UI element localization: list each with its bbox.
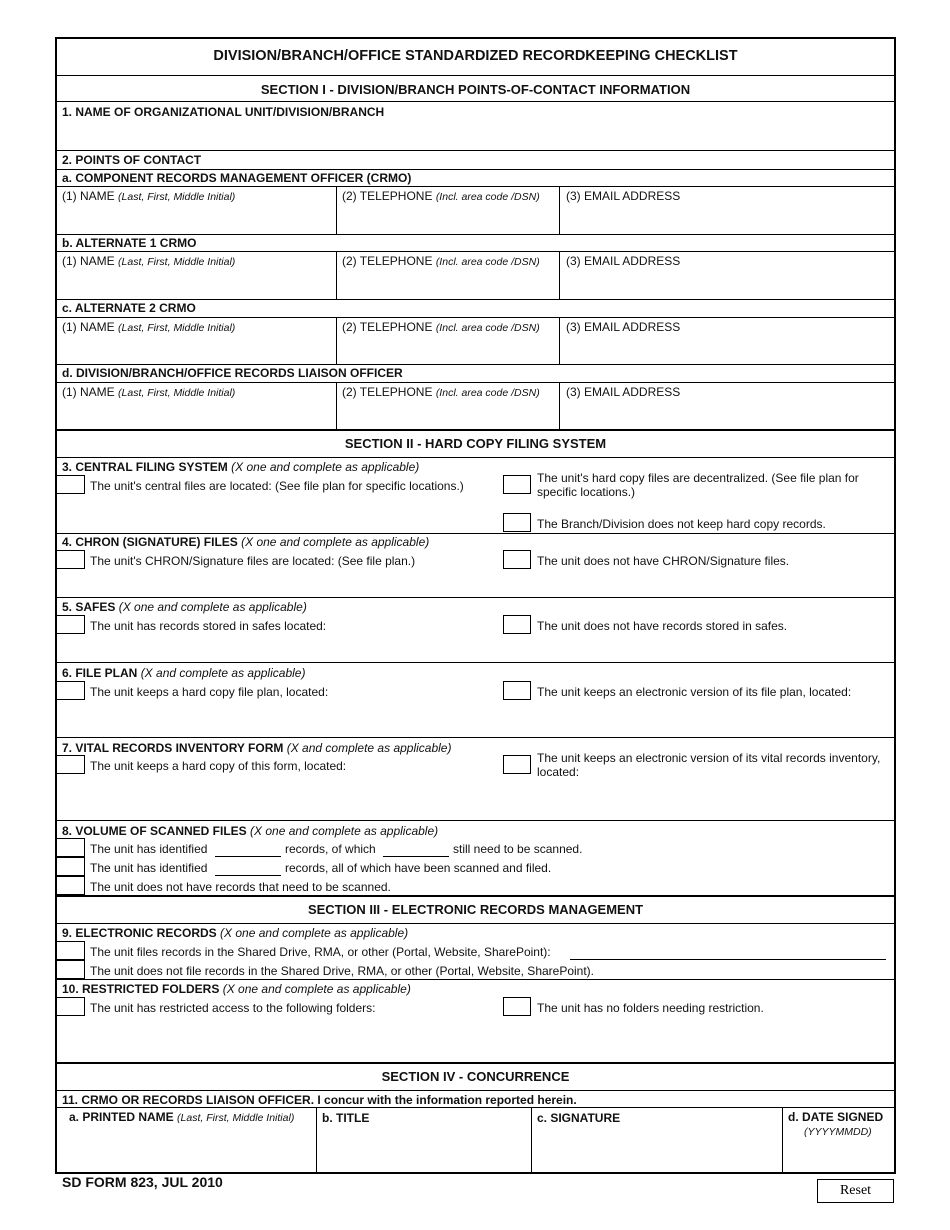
q3-central-checkbox[interactable] [57,475,85,494]
recordkeeping-checklist-form [55,37,896,1174]
printed-name-input[interactable] [62,1139,312,1169]
q3-no-hardcopy-label: The Branch/Division does not keep hard copy records. [537,517,826,531]
q6-hardcopy-plan-checkbox[interactable] [57,681,85,700]
q3-decentralized-label: The unit's hard copy files are decentralized. (See file plan for specific locations.) [537,471,859,499]
reset-button[interactable]: Reset [817,1179,894,1203]
q9-location-field[interactable] [570,959,886,960]
date-signed-label: d. DATE SIGNED [788,1110,884,1124]
q10-title: 10. RESTRICTED FOLDERS (X one and complete as applicable) [62,982,411,996]
alt1-name-input[interactable] [62,270,332,296]
item1-label: 1. NAME OF ORGANIZATIONAL UNIT/DIVISION/BRANCH [62,105,385,119]
q8-option1-text3: still need to be scanned. [453,842,583,856]
q10-restricted-label: The unit has restricted access to the following folders: [90,1001,376,1015]
section4-heading: SECTION IV - CONCURRENCE [381,1069,570,1084]
q7-electronic-inventory-label: The unit keeps an electronic version of its vital records inventory, located: [537,751,881,779]
title-input[interactable] [322,1139,527,1169]
contact-c-title: c. ALTERNATE 2 CRMO [62,301,196,315]
contact-a-title: a. COMPONENT RECORDS MANAGEMENT OFFICER (CRMO) [62,171,412,185]
name-label: (1) NAME (Last, First, Middle Initial) [62,385,236,399]
liaison-email-input[interactable] [566,401,891,427]
q6-hardcopy-plan-label: The unit keeps a hard copy file plan, located: [90,685,329,699]
q7-hardcopy-form-checkbox[interactable] [57,755,85,774]
alt1-phone-input[interactable] [342,270,557,296]
q3-central-label: The unit's central files are located: (See file plan for specific locations.) [90,479,464,493]
section3-heading: SECTION III - ELECTRONIC RECORDS MANAGEMENT [307,902,644,917]
q6-electronic-plan-label: The unit keeps an electronic version of its file plan, located: [537,685,852,699]
q4-chron-located-label: The unit's CHRON/Signature files are located: (See file plan.) [90,554,416,568]
q10-no-restriction-label: The unit has no folders needing restriction. [537,1001,764,1015]
q8-option3-label: The unit does not have records that need to be scanned. [90,880,391,894]
contact-b-title: b. ALTERNATE 1 CRMO [62,236,197,250]
phone-label: (2) TELEPHONE (Incl. area code /DSN) [342,189,540,203]
liaison-name-input[interactable] [62,401,332,427]
q4-chron-located-checkbox[interactable] [57,550,85,569]
q7-electronic-inventory-checkbox[interactable] [503,755,531,774]
q7-hardcopy-form-label: The unit keeps a hard copy of this form, located: [90,759,347,773]
q9-files-records-label: The unit files records in the Shared Drive, RMA, or other (Portal, Website, SharePoint): [90,945,551,959]
divider [57,150,894,151]
alt2-email-input[interactable] [566,336,891,362]
q4-title: 4. CHRON (SIGNATURE) FILES (X one and complete as applicable) [62,535,430,549]
divider [57,169,894,170]
q10-restricted-checkbox[interactable] [57,997,85,1016]
q8-option2-text2: records, all of which have been scanned and filed. [285,861,552,875]
form-title: DIVISION/BRANCH/OFFICE STANDARDIZED RECORDKEEPING CHECKLIST [213,48,738,64]
q4-no-chron-checkbox[interactable] [503,550,531,569]
q8-option3-checkbox[interactable] [57,876,85,895]
q6-electronic-plan-checkbox[interactable] [503,681,531,700]
q5-no-safes-checkbox[interactable] [503,615,531,634]
q8-option2-text1: The unit has identified [90,861,208,875]
form-identifier: SD FORM 823, JUL 2010 [62,1174,223,1190]
q8-identified-count-field[interactable] [215,856,281,857]
q5-safes-checkbox[interactable] [57,615,85,634]
signature-label: c. SIGNATURE [537,1111,621,1125]
q10-no-restriction-checkbox[interactable] [503,997,531,1016]
q3-title: 3. CENTRAL FILING SYSTEM (X one and complete as applicable) [62,460,420,474]
q8-option1-checkbox[interactable] [57,838,85,857]
title-label: b. TITLE [322,1111,370,1125]
q11-title: 11. CRMO OR RECORDS LIAISON OFFICER. I concur with the information reported herein. [62,1093,577,1107]
contact-d-title: d. DIVISION/BRANCH/OFFICE RECORDS LIAISON OFFICER [62,366,403,380]
email-label: (3) EMAIL ADDRESS [566,189,681,203]
liaison-phone-input[interactable] [342,401,557,427]
email-label: (3) EMAIL ADDRESS [566,385,681,399]
divider [57,75,894,76]
q8-title: 8. VOLUME OF SCANNED FILES (X one and complete as applicable) [62,824,439,838]
q8-option1-text2: records, of which [285,842,376,856]
q8-scanned-count-field[interactable] [215,875,281,876]
q8-option2-checkbox[interactable] [57,857,85,876]
q9-files-records-checkbox[interactable] [57,941,85,960]
q3-no-hardcopy-checkbox[interactable] [503,513,531,532]
q5-no-safes-label: The unit does not have records stored in safes. [537,619,788,633]
org-unit-name-input[interactable] [62,121,887,149]
q7-title: 7. VITAL RECORDS INVENTORY FORM (X and complete as applicable) [62,741,452,755]
date-signed-input[interactable] [788,1139,888,1169]
q4-no-chron-label: The unit does not have CHRON/Signature files. [537,554,790,568]
q5-title: 5. SAFES (X one and complete as applicable) [62,600,307,614]
email-label: (3) EMAIL ADDRESS [566,320,681,334]
printed-name-label: a. PRINTED NAME (Last, First, Middle Initial) [69,1110,295,1124]
q6-title: 6. FILE PLAN (X and complete as applicable) [62,666,306,680]
alt2-phone-input[interactable] [342,336,557,362]
phone-label: (2) TELEPHONE (Incl. area code /DSN) [342,320,540,334]
alt1-email-input[interactable] [566,270,891,296]
name-label: (1) NAME (Last, First, Middle Initial) [62,189,236,203]
alt2-name-input[interactable] [62,336,332,362]
name-label: (1) NAME (Last, First, Middle Initial) [62,254,236,268]
phone-label: (2) TELEPHONE (Incl. area code /DSN) [342,385,540,399]
q3-decentralized-checkbox[interactable] [503,475,531,494]
name-label: (1) NAME (Last, First, Middle Initial) [62,320,236,334]
divider [57,101,894,102]
crmo-email-input[interactable] [566,205,891,231]
q8-remaining-count-field[interactable] [383,856,449,857]
email-label: (3) EMAIL ADDRESS [566,254,681,268]
section2-heading: SECTION II - HARD COPY FILING SYSTEM [344,436,607,451]
date-format-hint: (YYYYMMDD) [804,1126,872,1138]
signature-field[interactable] [537,1139,777,1169]
divider [57,186,894,187]
section1-heading: SECTION I - DIVISION/BRANCH POINTS-OF-CONTACT INFORMATION [260,82,691,97]
q8-option1-text1: The unit has identified [90,842,208,856]
q5-safes-label: The unit has records stored in safes located: [90,619,327,633]
phone-label: (2) TELEPHONE (Incl. area code /DSN) [342,254,540,268]
item2-label: 2. POINTS OF CONTACT [62,153,202,167]
q9-title: 9. ELECTRONIC RECORDS (X one and complete as applicable) [62,926,409,940]
crmo-name-input[interactable] [62,205,332,231]
q9-no-files-label: The unit does not file records in the Shared Drive, RMA, or other (Portal, Website, SharePoint). [90,964,595,978]
crmo-phone-input[interactable] [342,205,557,231]
q9-no-files-checkbox[interactable] [57,960,85,979]
